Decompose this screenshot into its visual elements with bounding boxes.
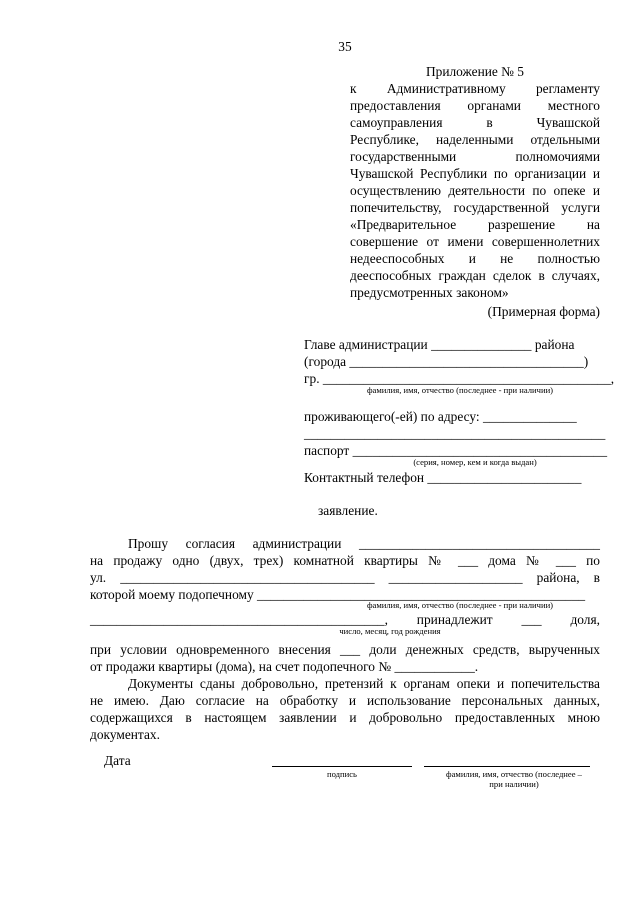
appendix-line: предусмотренных законом»: [350, 285, 509, 300]
appendix-line: к Административному регламенту: [350, 81, 600, 96]
name-hint-1: фамилия, имя, отчество (последнее –: [446, 769, 582, 779]
appendix-line: Республике, наделенными отдельными: [350, 132, 600, 147]
signature-hint: подпись: [327, 769, 357, 779]
addressee-residence: проживающего(-ей) по адресу: ______________: [304, 409, 577, 424]
addressee-residence-cont: _____________________________________________: [304, 426, 606, 441]
para2-line-3: содержащихся в настоящем заявлении и добровольно предоставленных мною: [90, 710, 600, 725]
addressee-passport: паспорт ______________________________________: [304, 443, 608, 458]
signature-line: [272, 766, 412, 767]
para2-line-4: документах.: [90, 727, 160, 742]
addressee-head: Главе администрации _______________ района: [304, 337, 575, 352]
addressee-citizen: гр. ___________________________________________,: [304, 371, 615, 386]
appendix-line: попечительству, государственной услуги: [350, 200, 600, 215]
body-line-6: при условии одновременного внесения ___ доли денежных средств, вырученных: [90, 642, 600, 657]
appendix-line: «Предварительное разрешение на: [350, 217, 600, 232]
citizen-hint: фамилия, имя, отчество (последнее - при наличии): [366, 385, 554, 395]
appendix-description: [350, 80, 600, 301]
name-line: [424, 766, 590, 767]
addressee-city: (города ___________________________________): [304, 354, 589, 369]
addressee-phone: Контактный телефон _______________________: [304, 470, 582, 485]
appendix-line: недееспособных и не полностью: [350, 251, 600, 266]
body-line-7: от продажи квартиры (дома), на счет подопечного № ____________.: [90, 659, 479, 674]
body-line-4: которой моему подопечному _________________________________________________: [90, 587, 586, 602]
para2-line-1: Документы сданы добровольно, претензий к органам опеки и попечительства: [128, 676, 600, 691]
sample-form-label: (Примерная форма): [487, 304, 600, 319]
body-line-5: ____________________________________________, принадлежит ___ доля,: [90, 612, 600, 627]
para2-line-2: не имею. Даю согласие на обработку и использование персональных данных,: [90, 693, 600, 708]
date-label: Дата: [104, 753, 131, 768]
passport-hint: (серия, номер, кем и когда выдан): [413, 457, 537, 467]
statement-title: заявление.: [318, 503, 378, 518]
appendix-line: предоставления органами местного: [350, 98, 600, 113]
body-line-3: ул. ______________________________________ ____________________ района, в: [90, 570, 600, 585]
appendix-line: государственными полномочиями: [350, 149, 600, 164]
body-line-4-hint: фамилия, имя, отчество (последнее - при наличии): [366, 600, 554, 610]
appendix-title: Приложение № 5: [425, 64, 525, 79]
appendix-line: осуществлению деятельности по опеке и: [350, 183, 600, 198]
appendix-line: совершение от имени совершеннолетних: [350, 234, 600, 249]
body-line-5-hint: число, месяц, год рождения: [339, 626, 441, 636]
appendix-line: дееспособных граждан сделок в случаях,: [350, 268, 600, 283]
page-number: 35: [338, 39, 352, 54]
body-line-1: Прошу согласия администрации ____________________________________: [128, 536, 600, 551]
name-hint-2: при наличии): [489, 779, 539, 789]
body-line-2: на продажу одно (двух, трех) комнатной квартиры № ___ дома № ___ по: [90, 553, 600, 568]
appendix-line: Чувашской Республики по организации и: [350, 166, 600, 181]
appendix-line: самоуправления в Чувашской: [350, 115, 600, 130]
